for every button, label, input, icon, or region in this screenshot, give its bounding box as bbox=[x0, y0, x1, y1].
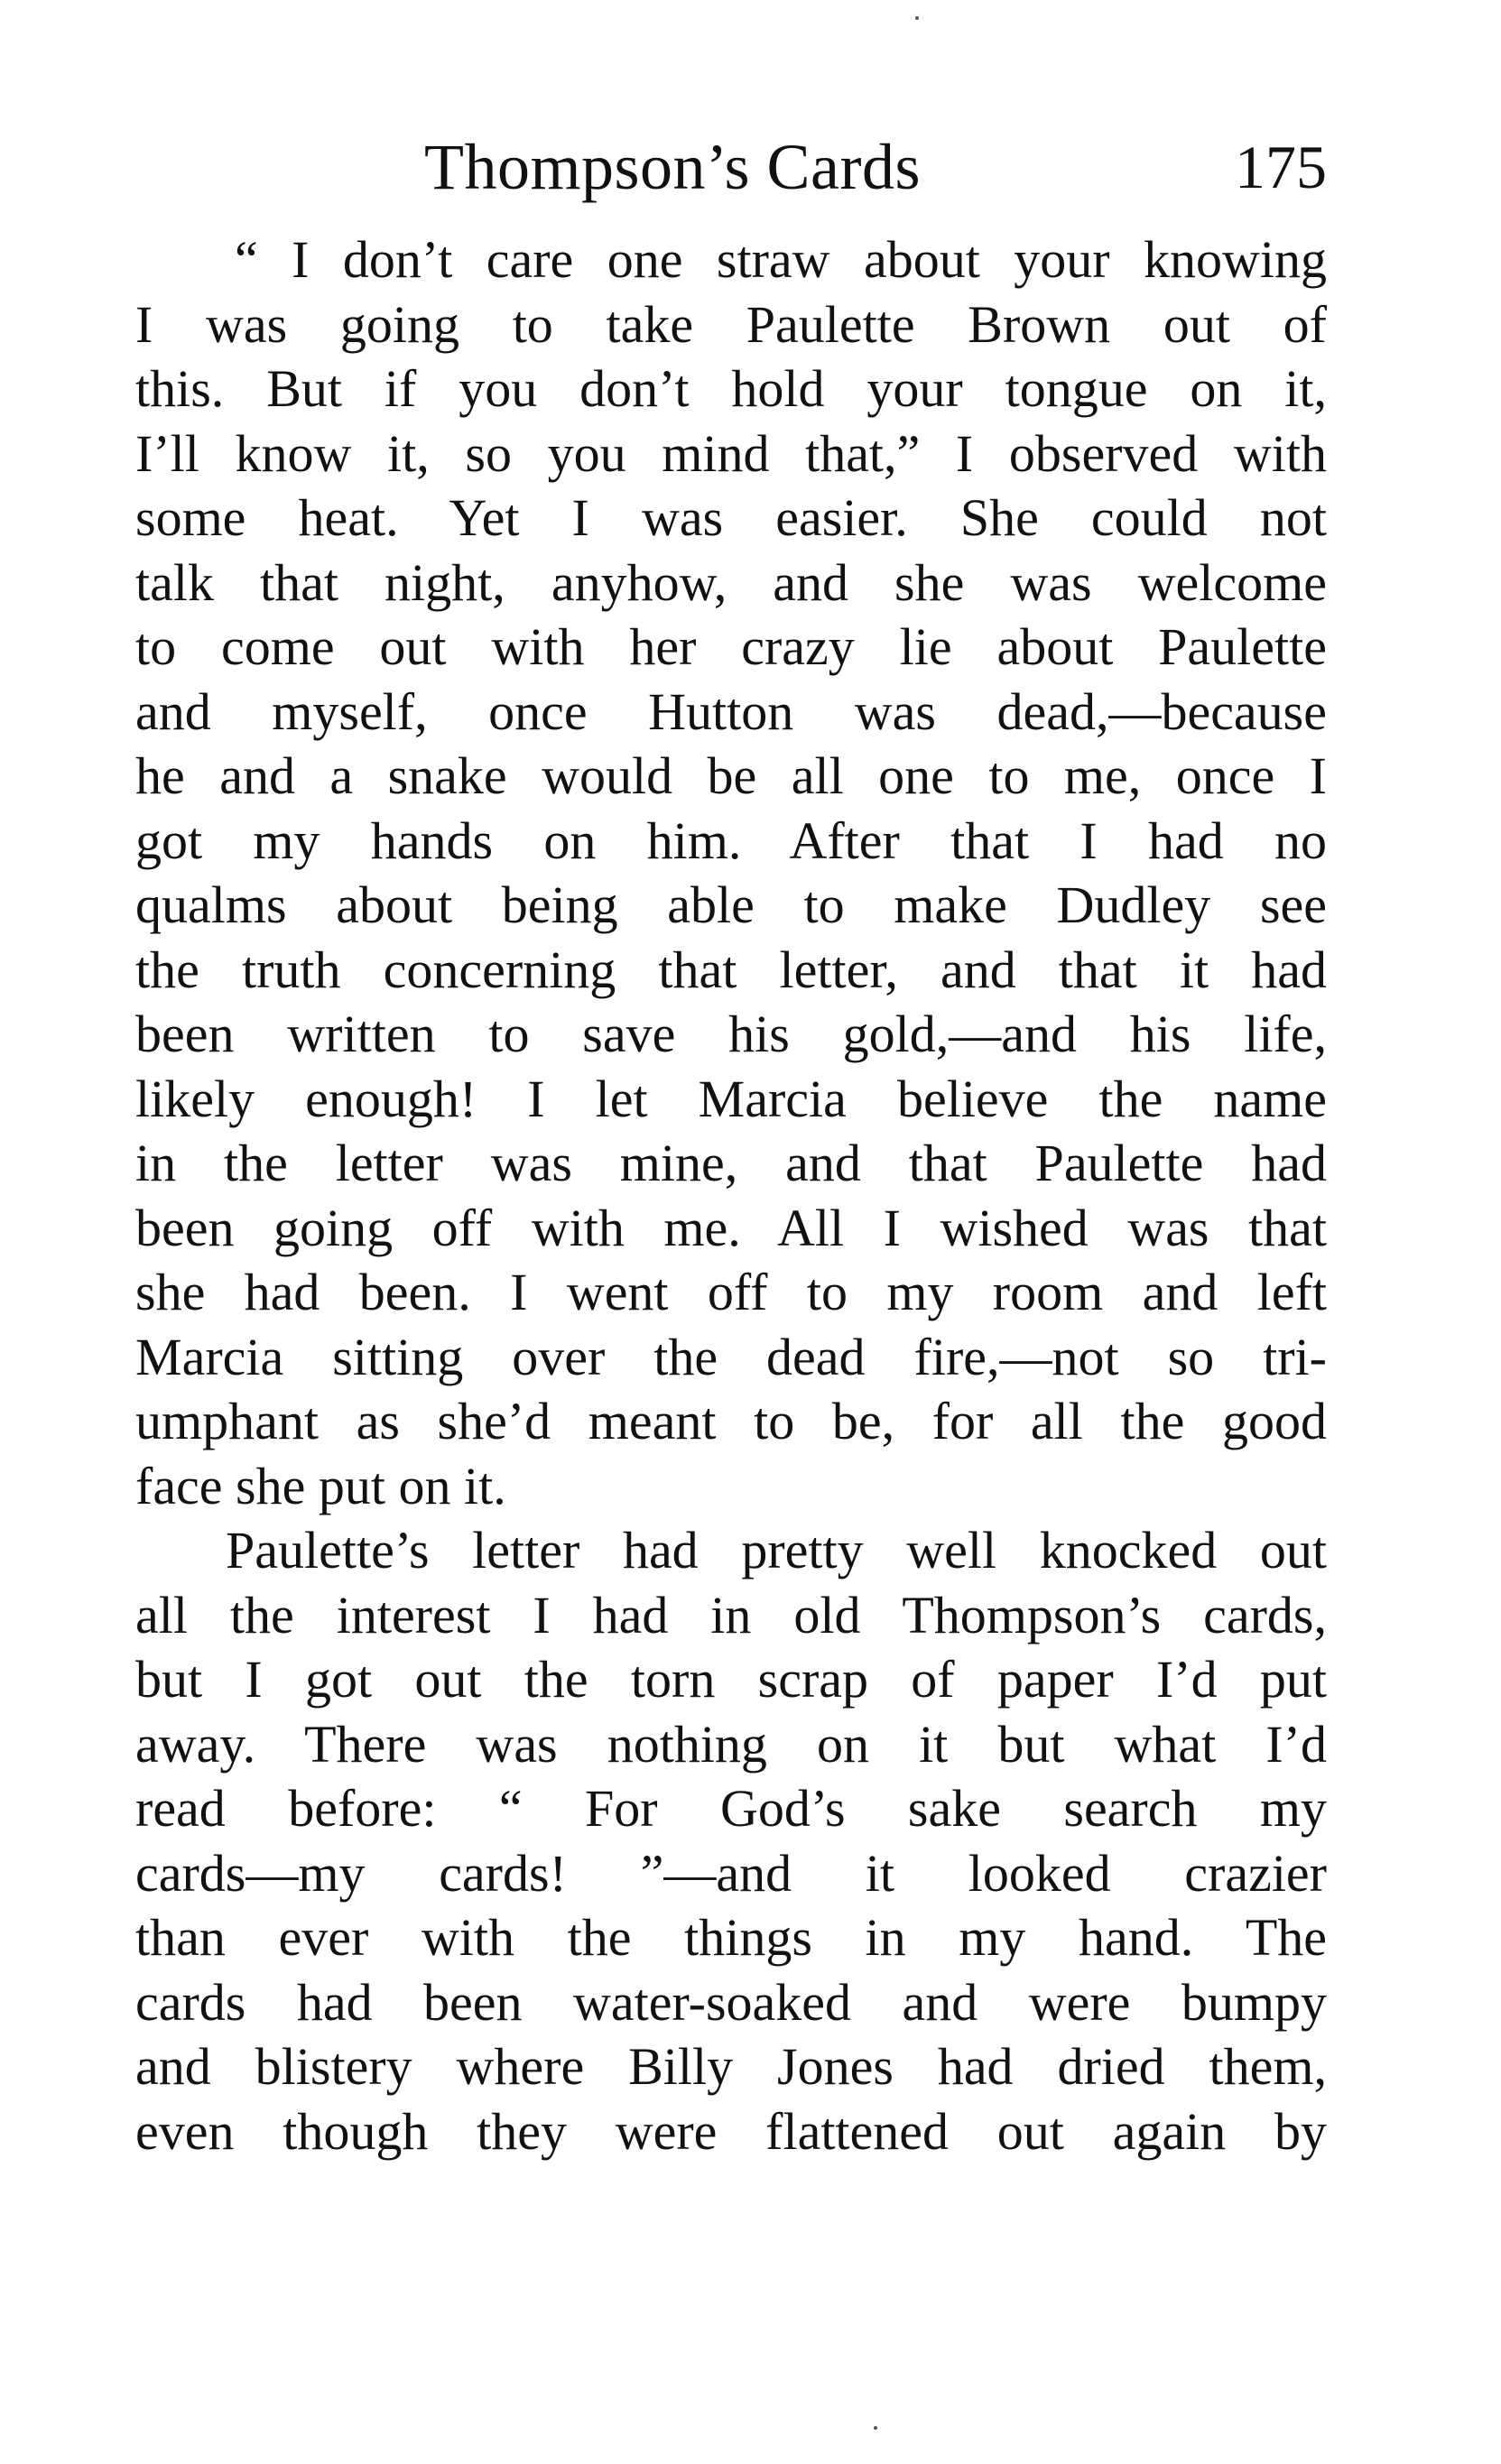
text-line: Marcia sitting over the dead fire,—not so tri- bbox=[135, 1327, 1327, 1386]
speck-mark bbox=[874, 2426, 877, 2430]
text-line: got my hands on him. After that I had no bbox=[135, 811, 1327, 870]
text-line: than ever with the things in my hand. The bbox=[135, 1908, 1327, 1967]
text-line: I was going to take Paulette Brown out of bbox=[135, 294, 1327, 354]
body-text bbox=[135, 227, 1327, 2163]
text-line: talk that night, anyhow, and she was welcome bbox=[135, 552, 1327, 612]
text-line: she had been. I went off to my room and left bbox=[135, 1263, 1327, 1321]
text-line: and myself, once Hutton was dead,—because bbox=[135, 681, 1327, 741]
text-line: in the letter was mine, and that Paulette had bbox=[135, 1134, 1327, 1192]
text-line: cards—my cards! ”—and it looked crazier bbox=[135, 1843, 1327, 1903]
text-line: and blistery where Billy Jones had dried them, bbox=[135, 2037, 1327, 2096]
page-number: 175 bbox=[1235, 133, 1327, 201]
text-line: but I got out the torn scrap of paper I’d put bbox=[135, 1650, 1327, 1709]
text-line: likely enough! I let Marcia believe the name bbox=[135, 1069, 1327, 1128]
text-line: been written to save his gold,—and his life, bbox=[135, 1005, 1327, 1063]
text-line: the truth concerning that letter, and that it had bbox=[135, 940, 1327, 999]
text-line: away. There was nothing on it but what I’d bbox=[135, 1714, 1327, 1774]
text-line: I’ll know it, so you mind that,” I observed with bbox=[135, 423, 1327, 483]
text-line: even though they were flattened out again by bbox=[135, 2101, 1327, 2161]
speck-mark bbox=[915, 16, 919, 20]
text-line: this. But if you don’t hold your tongue on it, bbox=[135, 359, 1327, 418]
running-header bbox=[135, 126, 1327, 208]
text-line: cards had been water-soaked and were bumpy bbox=[135, 1972, 1327, 2032]
text-line: to come out with her crazy lie about Paulette bbox=[135, 617, 1327, 676]
text-line: “ I don’t care one straw about your knowing bbox=[235, 230, 1327, 289]
text-line: face she put on it. bbox=[135, 1456, 506, 1515]
text-line: some heat. Yet I was easier. She could not bbox=[135, 488, 1327, 547]
text-line: read before: “ For God’s sake search my bbox=[135, 1779, 1327, 1838]
text-line: been going off with me. All I wished was that bbox=[135, 1198, 1327, 1257]
text-line: umphant as she’d meant to be, for all the good bbox=[135, 1392, 1327, 1450]
text-line: qualms about being able to make Dudley see bbox=[135, 875, 1327, 934]
running-title: Thompson’s Cards bbox=[424, 131, 922, 203]
text-line: Paulette’s letter had pretty well knocked out bbox=[226, 1521, 1327, 1579]
text-line: he and a snake would be all one to me, once I bbox=[135, 746, 1327, 805]
text-line: all the interest I had in old Thompson’s cards, bbox=[135, 1585, 1327, 1644]
